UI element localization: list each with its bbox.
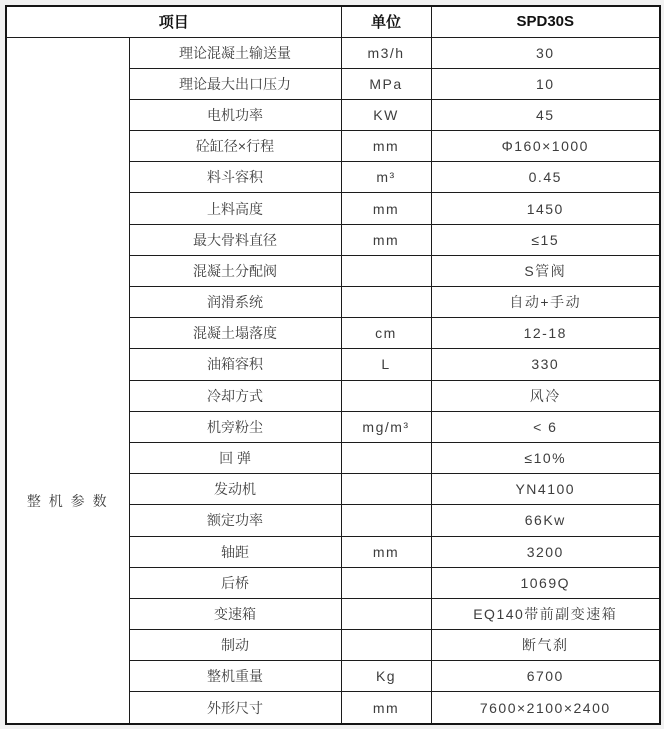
param-value: EQ140带前副变速箱 xyxy=(431,598,660,629)
param-value: 6700 xyxy=(431,661,660,692)
param-name: 外形尺寸 xyxy=(129,692,341,724)
param-name: 冷却方式 xyxy=(129,380,341,411)
param-value: 1450 xyxy=(431,193,660,224)
spec-table xyxy=(5,5,661,725)
param-unit: mm xyxy=(341,224,431,255)
param-unit: m³ xyxy=(341,162,431,193)
param-value: ≤15 xyxy=(431,224,660,255)
param-unit: m3/h xyxy=(341,37,431,68)
param-name: 轴距 xyxy=(129,536,341,567)
param-unit: L xyxy=(341,349,431,380)
param-value: 12-18 xyxy=(431,318,660,349)
header-row xyxy=(6,6,660,37)
param-value: 风冷 xyxy=(431,380,660,411)
header-unit: 单位 xyxy=(341,6,431,37)
header-model: SPD30S xyxy=(431,6,660,37)
param-unit: Kg xyxy=(341,661,431,692)
param-value: 330 xyxy=(431,349,660,380)
param-unit xyxy=(341,630,431,661)
param-value: 0.45 xyxy=(431,162,660,193)
param-name: 理论最大出口压力 xyxy=(129,68,341,99)
category-cell: 整 机 参 数 xyxy=(6,37,129,724)
table-row xyxy=(6,37,660,68)
param-value: 66Kw xyxy=(431,505,660,536)
param-unit xyxy=(341,474,431,505)
param-name: 变速箱 xyxy=(129,598,341,629)
param-name: 油箱容积 xyxy=(129,349,341,380)
param-value: 断气刹 xyxy=(431,630,660,661)
param-value: Φ160×1000 xyxy=(431,131,660,162)
param-unit xyxy=(341,567,431,598)
table-body xyxy=(6,37,660,724)
param-name: 理论混凝土输送量 xyxy=(129,37,341,68)
param-name: 整机重量 xyxy=(129,661,341,692)
table-header xyxy=(6,6,660,37)
param-unit xyxy=(341,442,431,473)
param-unit: cm xyxy=(341,318,431,349)
param-value: 7600×2100×2400 xyxy=(431,692,660,724)
param-value: 45 xyxy=(431,99,660,130)
param-unit xyxy=(341,255,431,286)
param-name: 额定功率 xyxy=(129,505,341,536)
param-value: 3200 xyxy=(431,536,660,567)
param-name: 电机功率 xyxy=(129,99,341,130)
param-name: 机旁粉尘 xyxy=(129,411,341,442)
param-name: 混凝土塌落度 xyxy=(129,318,341,349)
param-name: 发动机 xyxy=(129,474,341,505)
param-name: 润滑系统 xyxy=(129,287,341,318)
param-value: 1069Q xyxy=(431,567,660,598)
param-name: 后桥 xyxy=(129,567,341,598)
param-unit xyxy=(341,598,431,629)
param-name: 上料高度 xyxy=(129,193,341,224)
param-unit: mm xyxy=(341,131,431,162)
param-unit: mm xyxy=(341,692,431,724)
param-value: YN4100 xyxy=(431,474,660,505)
param-name: 混凝土分配阀 xyxy=(129,255,341,286)
param-unit: MPa xyxy=(341,68,431,99)
header-item: 项目 xyxy=(6,6,341,37)
param-unit: mg/m³ xyxy=(341,411,431,442)
param-value: 30 xyxy=(431,37,660,68)
param-value: 10 xyxy=(431,68,660,99)
param-value: 自动+手动 xyxy=(431,287,660,318)
param-unit: mm xyxy=(341,193,431,224)
param-value: < 6 xyxy=(431,411,660,442)
param-unit: mm xyxy=(341,536,431,567)
param-unit xyxy=(341,380,431,411)
param-value: S管阀 xyxy=(431,255,660,286)
param-unit xyxy=(341,287,431,318)
param-name: 砼缸径×行程 xyxy=(129,131,341,162)
param-name: 回 弹 xyxy=(129,442,341,473)
param-unit: KW xyxy=(341,99,431,130)
param-name: 制动 xyxy=(129,630,341,661)
param-name: 最大骨料直径 xyxy=(129,224,341,255)
param-value: ≤10% xyxy=(431,442,660,473)
spec-table-container xyxy=(5,5,661,725)
param-name: 料斗容积 xyxy=(129,162,341,193)
param-unit xyxy=(341,505,431,536)
